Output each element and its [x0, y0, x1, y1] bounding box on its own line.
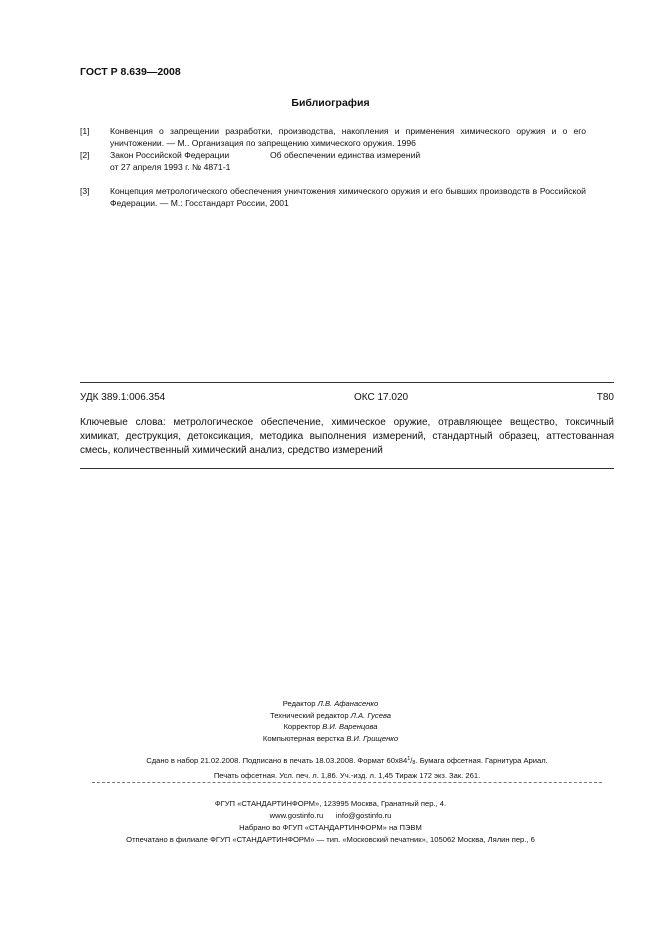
- oks-code: ОКС 17.020: [354, 392, 409, 403]
- credit-editor: Редактор Л.В. Афанасенко: [282, 699, 379, 708]
- credit-layout: Компьютерная верстка В.И. Грищенко: [262, 733, 399, 743]
- publisher-typeset: Набрано во ФГУП «СТАНДАРТИНФОРМ» на ПЭВМ: [239, 823, 422, 832]
- bibliography-item-number: [3]: [80, 186, 90, 196]
- bibliography-item-text: Конвенция о запрещении разработки, производства, накопления и применения химического оружия и о его уничтожении. — М.. Организация по запрещению химического оружия. 1996: [110, 126, 586, 148]
- bibliography-item: [80, 125, 586, 149]
- law-name: Закон Российской Федерации: [110, 150, 230, 160]
- publisher-website[interactable]: www.gostinfo.ru: [269, 811, 324, 820]
- udc-code: УДК 389.1:006.354: [80, 392, 166, 403]
- credit-tech-editor: Технический редактор Л.А. Гусева: [270, 710, 391, 720]
- bottom-divider: [80, 468, 614, 469]
- law-title: Об обеспечении единства измерений: [270, 150, 421, 160]
- publisher-address: ФГУП «СТАНДАРТИНФОРМ», 123995 Москва, Гранатный пер., 4.: [214, 799, 447, 808]
- credits-block: [0, 698, 661, 744]
- group-code: Т80: [596, 392, 614, 403]
- publisher-printer: Отпечатано в филиале ФГУП «СТАНДАРТИНФОРМ» — тип. «Московский печатник», 105062 Москва, Лялин пер., 6: [126, 835, 535, 844]
- credit-proofreader: Корректор В.И. Варенцова: [283, 722, 378, 731]
- bibliography-item-number: [1]: [80, 126, 90, 136]
- publisher-contacts: [0, 810, 661, 822]
- publisher-email[interactable]: info@gostinfo.ru: [335, 811, 392, 820]
- law-date: от 27 апреля 1993 г. № 4871-1: [110, 162, 231, 172]
- bibliography-item: [80, 149, 586, 173]
- print-info-line2: Печать офсетная. Усл. печ. л. 1,86. Уч.-изд. л. 1,45 Тираж 172 экз. Зак. 261.: [213, 770, 481, 780]
- bibliography-item-text: Концепция метрологического обеспечения уничтожения химического оружия и его бывших производств в Российской Федерации. — М.: Госстандарт России, 2001: [110, 186, 586, 208]
- keywords: Ключевые слова: метрологическое обеспечение, химическое оружие, отравляющее вещество, токсичный химикат, деструкция, детоксикация, методика выполнения измерений, стандартный образец, аттестованная смесь, количественный химический анализ, средство измерений: [80, 417, 614, 456]
- publisher-block: [0, 798, 661, 846]
- document-id: ГОСТ Р 8.639—2008: [80, 66, 181, 78]
- print-info-line1: Сдано в набор 21.02.2008. Подписано в печать 18.03.2008. Формат $60х84^1/_8$. Бумага офсетная. Гарнитура Ариал.: [146, 756, 548, 766]
- print-info: [80, 753, 614, 782]
- dashed-divider: [92, 782, 602, 783]
- bibliography-item: [80, 185, 586, 209]
- bibliography-title: Библиография: [291, 97, 370, 109]
- bibliography-item-number: [2]: [80, 150, 90, 160]
- top-divider: [80, 382, 614, 383]
